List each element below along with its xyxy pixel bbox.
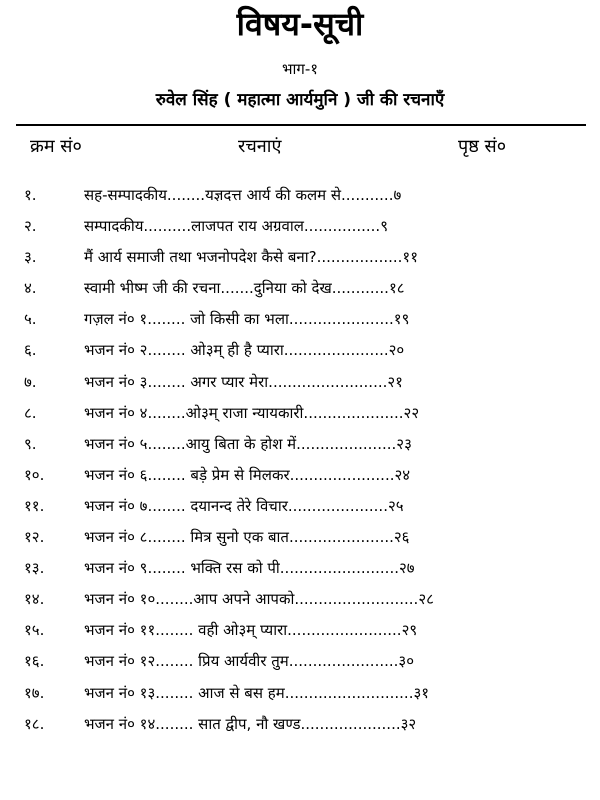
list-item (0, 678, 600, 709)
header-page: पृष्ठ सं० (458, 136, 507, 157)
entry-number: १६. (24, 652, 45, 671)
list-item (0, 709, 600, 740)
list-item (0, 429, 600, 460)
entry-text: भजन नं० ५........आयु बिता के होश में.....................२३ (84, 434, 412, 453)
entry-text: भजन नं० ३........ अगर प्यार मेरा.........................२१ (84, 372, 403, 391)
list-item (0, 460, 600, 491)
list-item (0, 398, 600, 429)
list-item (0, 522, 600, 553)
list-item (0, 180, 600, 211)
entry-number: ३. (24, 248, 37, 267)
entry-text: भजन नं० १३........ आज से बस हम...........................३१ (84, 683, 430, 702)
list-item (0, 584, 600, 615)
list-item (0, 335, 600, 366)
entry-number: ५. (24, 310, 37, 329)
entry-text: भजन नं० ११........ वही ओ३म् प्यारा........................२९ (84, 621, 418, 640)
entry-text: गज़ल नं० १........ जो किसी का भला......................१९ (84, 310, 410, 329)
entry-text: मैं आर्य समाजी तथा भजनोपदेश कैसे बना?..................११ (84, 248, 419, 267)
entry-number: ४. (24, 279, 37, 298)
entry-number: १०. (24, 465, 45, 484)
entry-number: २. (24, 217, 37, 236)
entry-text: सम्पादकीय..........लाजपत राय अग्रवाल................९ (84, 217, 388, 236)
entry-number: १. (24, 186, 37, 204)
contents-list (0, 180, 600, 740)
list-item (0, 211, 600, 242)
entry-text: भजन नं० १२........ प्रिय आर्यवीर तुम.......................३० (84, 652, 415, 671)
entry-number: ११. (24, 496, 45, 515)
entry-number: ७. (24, 372, 37, 391)
list-item (0, 646, 600, 677)
list-item (0, 553, 600, 584)
entry-text: भजन नं० ४........ओ३म् राजा न्यायकारी.....................२२ (84, 403, 420, 422)
entry-text: भजन नं० १४........ सात द्वीप, नौ खण्ड.....................३२ (84, 714, 417, 733)
entry-number: १८. (24, 714, 45, 733)
header-works: रचनाएं (238, 136, 282, 157)
entry-text: भजन नं० ७........ दयानन्द तेरे विचार.....................२५ (84, 496, 404, 515)
entry-number: ६. (24, 341, 37, 360)
entry-number: ८. (24, 403, 37, 422)
entry-number: १२. (24, 528, 45, 547)
page-subtitle: रुवेल सिंह ( महात्मा आर्यमुनि ) जी की रचनाएँ (155, 90, 445, 110)
list-item (0, 242, 600, 273)
entry-text: भजन नं० ८........ मित्र सुनो एक बात......................२६ (84, 528, 410, 547)
list-item (0, 615, 600, 646)
entry-text: भजन नं० २........ ओ३म् ही है प्यारा......................२० (84, 341, 405, 360)
entry-text: भजन नं० ६........ बड़े प्रेम से मिलकर......................२४ (84, 465, 411, 484)
entry-number: १४. (24, 590, 45, 609)
entry-text: भजन नं० ९........ भक्ति रस को पी.........................२७ (84, 559, 415, 578)
list-item (0, 367, 600, 398)
header-rule (16, 124, 586, 126)
entry-number: १५. (24, 621, 45, 640)
entry-number: १७. (24, 683, 45, 702)
list-item (0, 273, 600, 304)
entry-text: सह-सम्पादकीय........यज्ञदत्त आर्य की कलम से...........७ (84, 186, 402, 204)
part-label: भाग-१ (281, 60, 319, 78)
page-title: विषय-सूची (236, 5, 364, 43)
list-item (0, 304, 600, 335)
entry-number: ९. (24, 434, 37, 453)
entry-number: १३. (24, 559, 45, 578)
list-item (0, 491, 600, 522)
entry-text: भजन नं० १०........आप अपने आपको..........................२८ (84, 590, 434, 609)
header-serial: क्रम सं० (30, 136, 82, 157)
entry-text: स्वामी भीष्म जी की रचना.......दुनिया को देख............१८ (84, 279, 405, 298)
